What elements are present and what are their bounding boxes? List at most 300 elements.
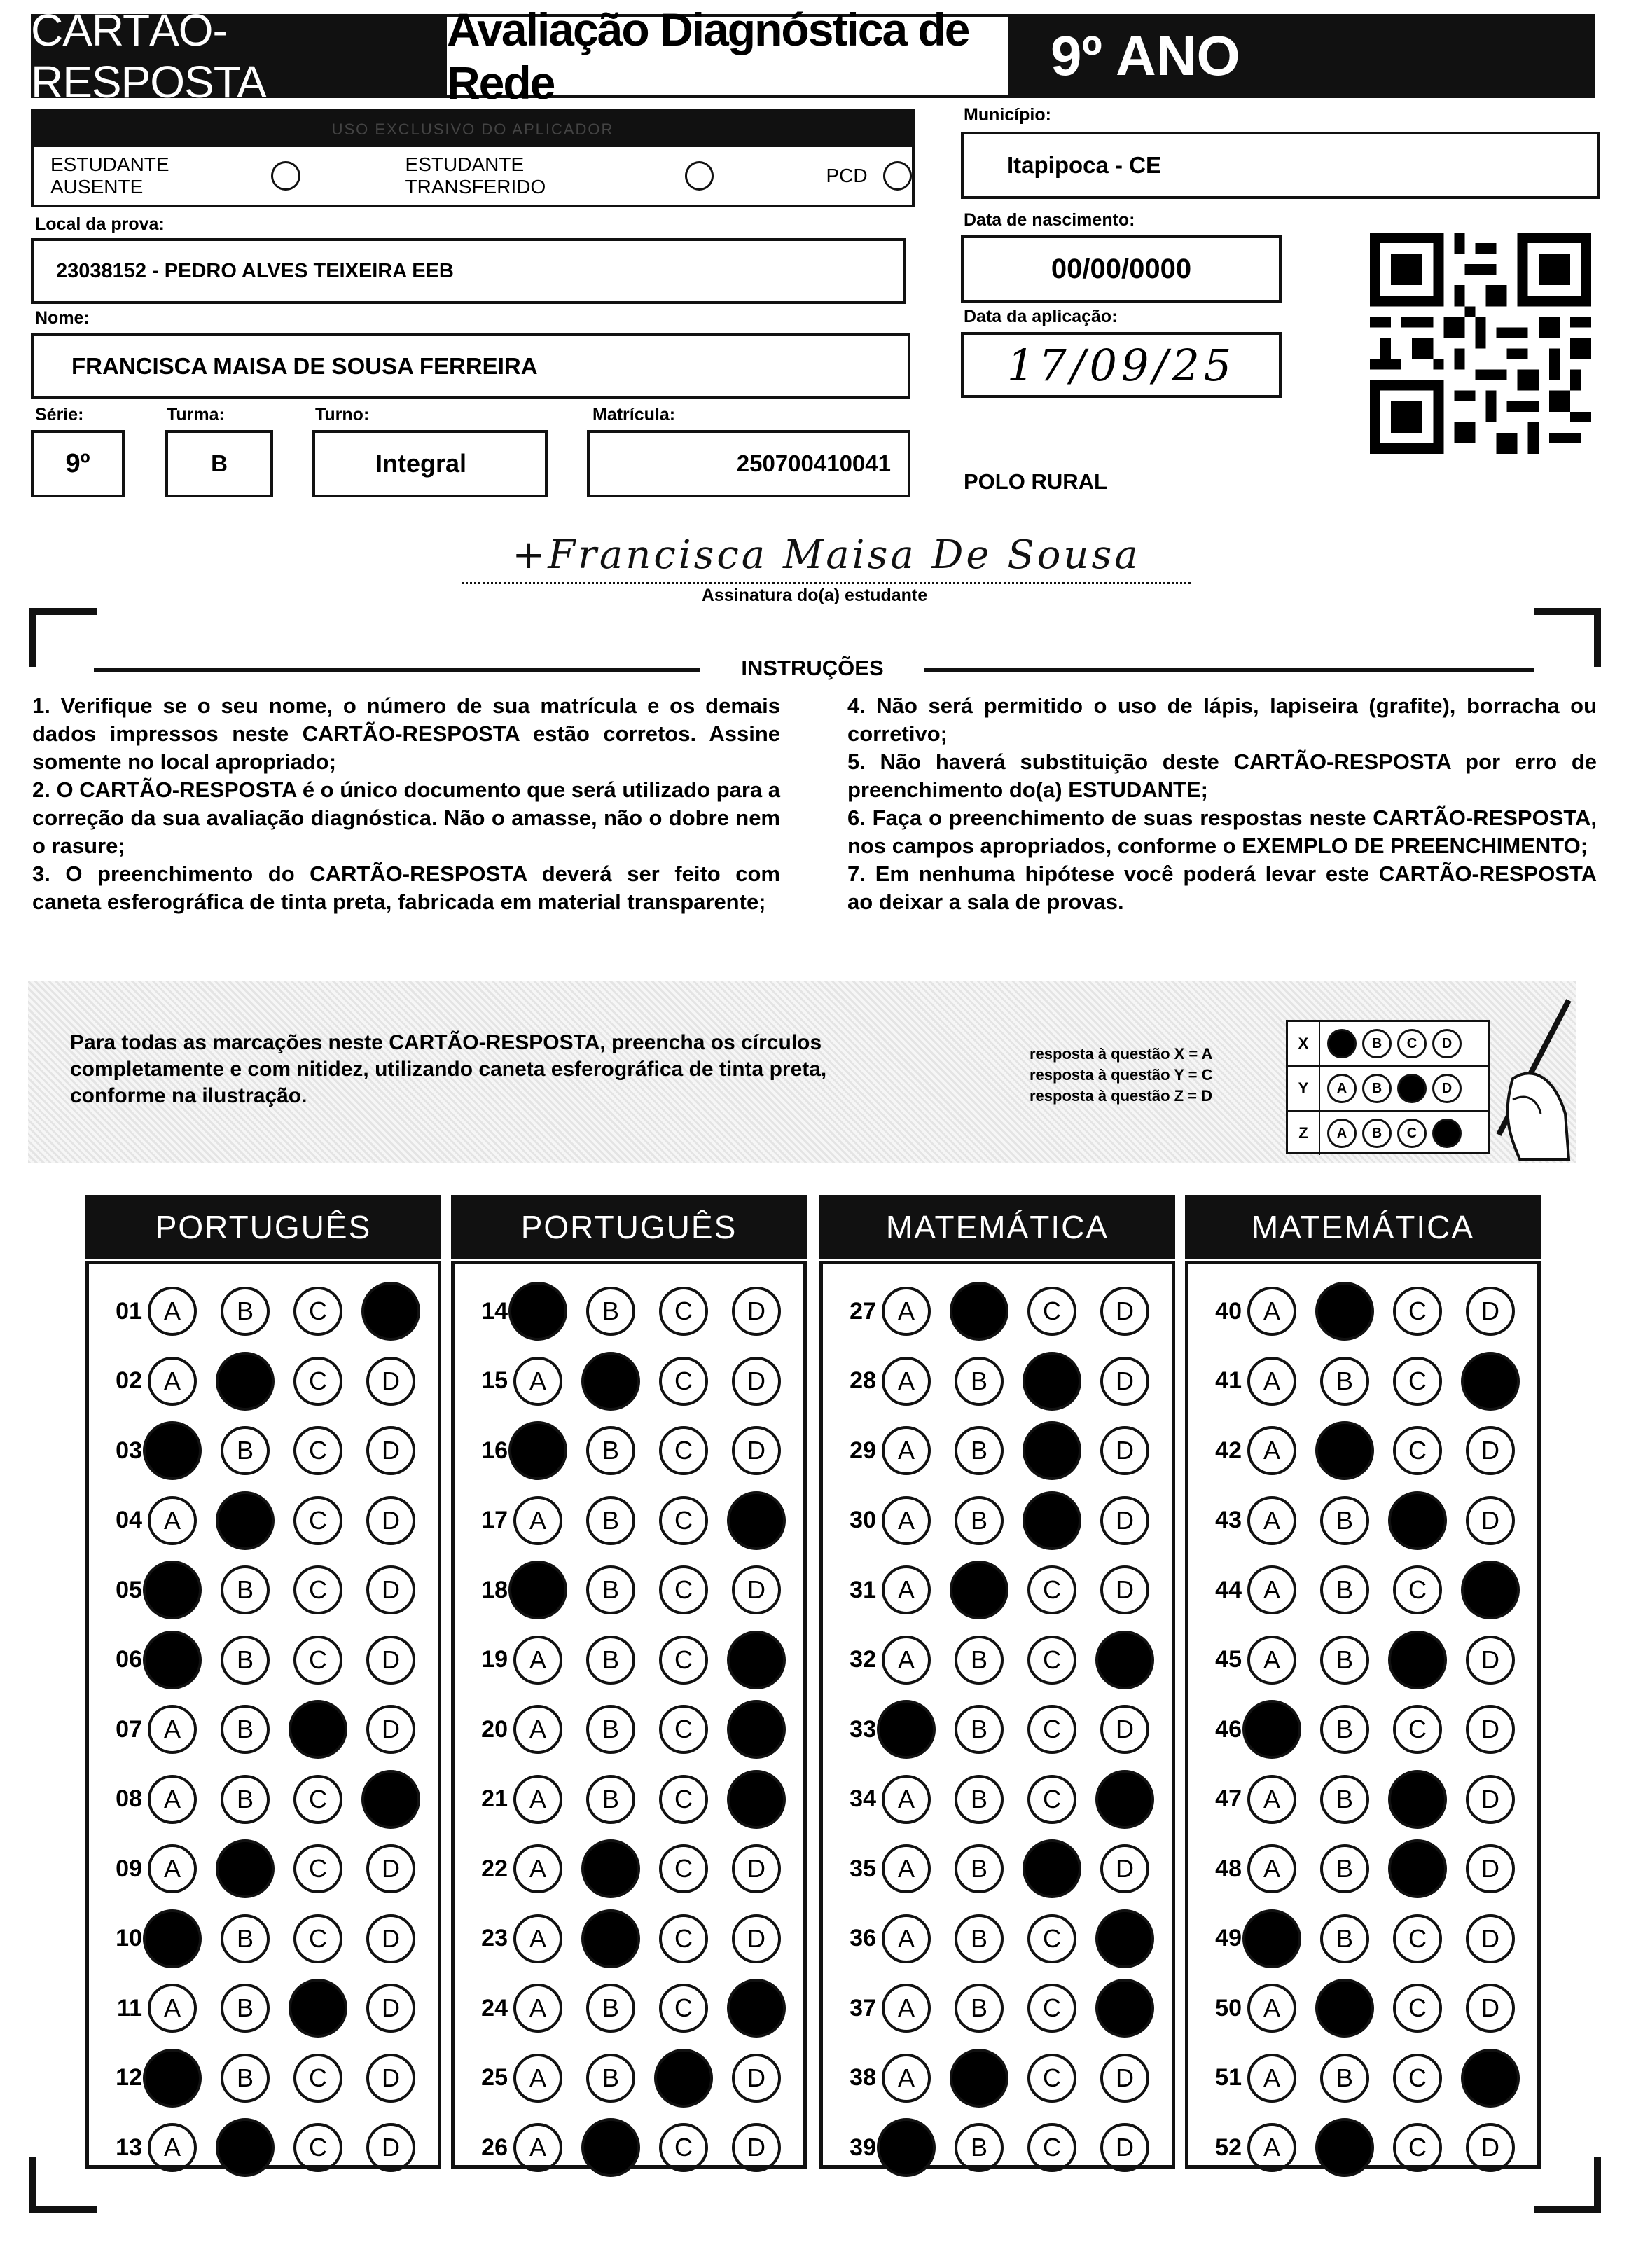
grade-title: 9º ANO [1011,14,1595,98]
answer-bubble-b[interactable]: B [586,1984,635,2033]
answer-bubble-c[interactable]: C [659,2123,708,2172]
answer-bubble-b[interactable] [950,2049,1008,2108]
question-number: 52 [1215,2134,1242,2161]
question-number: 15 [481,1367,508,1394]
question-number: 50 [1215,1994,1242,2021]
example-bubble-b: B [1362,1029,1392,1058]
answer-bubble-b[interactable]: B [955,1357,1004,1406]
answer-bubble-a[interactable]: A [882,1357,931,1406]
answer-bubble-c[interactable]: C [659,1357,708,1406]
answer-bubble-d[interactable]: D [732,1287,781,1336]
question-number: 22 [481,1855,508,1882]
answer-bubble-b[interactable] [216,1352,275,1411]
answer-bubble-b[interactable]: B [955,1984,1004,2033]
answer-bubble-c[interactable]: C [1027,1565,1076,1614]
question-row [455,1695,805,1764]
card-title: CARTÃO-RESPOSTA [31,14,444,98]
example-bubble-a [1327,1029,1357,1058]
instruction-item: 2. O CARTÃO-RESPOSTA é o único documento que será utilizado para a correção da sua avaliação diagnóstica. Não o amasse, não o dobre nem o rasure; [32,777,780,858]
answer-bubble-a[interactable]: A [513,1914,562,1963]
answer-bubble-d[interactable]: D [1100,1705,1149,1754]
pcd-checkbox[interactable] [883,161,912,191]
question-number: 33 [850,1715,876,1743]
question-row [455,1347,805,1416]
answer-bubble-d[interactable] [727,1700,786,1759]
answer-bubble-c[interactable]: C [1027,1705,1076,1754]
answer-bubble-d[interactable]: D [1466,1287,1515,1336]
question-number: 31 [850,1576,876,1603]
answer-bubble-a[interactable] [143,1561,202,1619]
answer-bubble-c[interactable]: C [1393,1705,1442,1754]
answer-bubble-c[interactable] [289,1979,347,2038]
answer-bubble-a[interactable]: A [1247,1287,1296,1336]
answer-bubble-d[interactable] [1461,2049,1520,2108]
answer-bubble-d[interactable]: D [366,2123,415,2172]
birthdate-field: 00/00/0000 [961,235,1282,303]
question-row [823,2113,1173,2182]
answer-bubble-d[interactable]: D [1466,1775,1515,1824]
answer-bubble-d[interactable] [727,1770,786,1829]
answer-bubble-b[interactable]: B [221,1775,270,1824]
answer-bubble-d[interactable]: D [366,1357,415,1406]
answer-bubble-a[interactable]: A [1247,2123,1296,2172]
example-bubble-c [1397,1074,1427,1103]
answer-bubble-c[interactable] [1023,1352,1081,1411]
instructions-divider-left [94,668,700,672]
answer-bubble-d[interactable]: D [1100,1844,1149,1893]
answer-bubble-b[interactable] [950,1561,1008,1619]
answer-bubble-a[interactable] [508,1282,567,1341]
answer-bubble-a[interactable] [143,1421,202,1480]
answer-bubble-c[interactable]: C [659,1984,708,2033]
answer-bubble-c[interactable]: C [659,1914,708,1963]
answer-bubble-a[interactable] [1242,1909,1301,1968]
answer-bubble-b[interactable]: B [1320,1636,1369,1685]
answer-bubble-b[interactable] [1315,1979,1374,2038]
answer-bubble-c[interactable]: C [659,1565,708,1614]
answer-bubble-a[interactable]: A [1247,2054,1296,2103]
answer-bubble-d[interactable] [727,1979,786,2038]
answer-bubble-b[interactable]: B [955,1426,1004,1475]
answer-bubble-b[interactable]: B [955,2123,1004,2172]
answer-bubble-b[interactable]: B [586,1496,635,1545]
question-row [89,1486,439,1555]
answer-bubble-c[interactable]: C [293,1636,342,1685]
answer-bubble-b[interactable]: B [221,1636,270,1685]
local-field: 23038152 - PEDRO ALVES TEIXEIRA EEB [31,238,906,304]
question-number: 23 [481,1925,508,1951]
answer-bubble-d[interactable]: D [366,1705,415,1754]
answer-bubble-c[interactable] [1023,1491,1081,1550]
answer-bubble-c[interactable] [654,2049,713,2108]
answer-bubble-d[interactable]: D [732,2123,781,2172]
answer-bubble-d[interactable]: D [732,2054,781,2103]
answer-bubble-d[interactable] [1461,1561,1520,1619]
transferred-checkbox[interactable] [685,161,714,191]
question-number: 13 [116,2134,142,2161]
answer-bubble-a[interactable]: A [513,1357,562,1406]
answer-bubble-a[interactable]: A [1247,1775,1296,1824]
answer-bubble-a[interactable]: A [513,1705,562,1754]
answer-bubble-a[interactable]: A [1247,1636,1296,1685]
answer-bubble-c[interactable]: C [293,1844,342,1893]
answer-bubble-a[interactable]: A [882,1565,931,1614]
answer-bubble-a[interactable] [508,1421,567,1480]
answer-bubble-c[interactable]: C [293,1426,342,1475]
answer-bubble-d[interactable] [1095,1631,1154,1689]
answer-bubble-d[interactable]: D [732,1357,781,1406]
answer-bubble-d[interactable]: D [1100,1287,1149,1336]
question-row [89,1974,439,2042]
question-number: 38 [850,2064,876,2091]
example-bubble-c: C [1397,1119,1427,1148]
answer-bubble-c[interactable]: C [659,1496,708,1545]
answer-bubble-d[interactable]: D [366,1914,415,1963]
answer-bubble-a[interactable]: A [882,1984,931,2033]
question-row [1188,2044,1539,2113]
question-number: 42 [1215,1437,1242,1464]
answer-bubble-c[interactable]: C [659,1426,708,1475]
answer-column [451,1261,807,2169]
answer-bubble-b[interactable]: B [955,1914,1004,1963]
answer-bubble-d[interactable]: D [732,1844,781,1893]
answer-bubble-c[interactable]: C [659,1705,708,1754]
question-row [823,1974,1173,2042]
answer-bubble-d[interactable]: D [1466,1914,1515,1963]
question-number: 06 [116,1646,142,1673]
answer-bubble-a[interactable] [877,2118,936,2177]
answer-bubble-b[interactable]: B [1320,1705,1369,1754]
answer-bubble-d[interactable] [1095,1770,1154,1829]
example-legend-line: resposta à questão Y = C [1030,1066,1213,1084]
answer-bubble-b[interactable]: B [586,1636,635,1685]
answer-bubble-d[interactable]: D [366,1844,415,1893]
answer-bubble-a[interactable] [508,1561,567,1619]
answer-bubble-c[interactable]: C [1027,1636,1076,1685]
answer-bubble-d[interactable]: D [732,1565,781,1614]
answer-bubble-c[interactable]: C [293,1287,342,1336]
answer-bubble-d[interactable]: D [1100,1426,1149,1475]
question-number: 05 [116,1576,142,1603]
question-number: 20 [481,1715,508,1743]
question-row [823,1486,1173,1555]
answer-bubble-a[interactable]: A [513,2054,562,2103]
question-row [1188,1277,1539,1346]
answer-column [85,1261,441,2169]
answer-bubble-b[interactable]: B [955,1775,1004,1824]
turma-field: B [165,430,273,497]
answer-bubble-c[interactable] [1388,1770,1447,1829]
question-number: 18 [481,1576,508,1603]
answer-bubble-c[interactable]: C [293,1357,342,1406]
answer-bubble-c[interactable]: C [293,2054,342,2103]
answer-bubble-b[interactable]: B [586,1426,635,1475]
answer-bubble-d[interactable] [361,1770,420,1829]
answer-bubble-d[interactable]: D [1466,1636,1515,1685]
answer-bubble-b[interactable]: B [1320,1775,1369,1824]
question-number: 12 [116,2064,142,2091]
answer-bubble-b[interactable]: B [221,1705,270,1754]
answer-bubble-b[interactable] [1315,2118,1374,2177]
answer-bubble-a[interactable]: A [1247,1426,1296,1475]
answer-bubble-b[interactable] [581,1352,640,1411]
answer-bubble-b[interactable]: B [221,2054,270,2103]
answer-bubble-a[interactable]: A [882,1636,931,1685]
answer-bubble-b[interactable]: B [221,1565,270,1614]
answer-bubble-b[interactable] [581,2118,640,2177]
answer-bubble-a[interactable]: A [513,1984,562,2033]
birthdate-label: Data de nascimento: [964,210,1135,230]
signature-label: Assinatura do(a) estudante [701,586,928,605]
subject-header: PORTUGUÊS [451,1195,807,1259]
answer-bubble-d[interactable]: D [1100,1496,1149,1545]
question-row [89,1556,439,1624]
answer-bubble-c[interactable]: C [1027,1287,1076,1336]
answer-bubble-b[interactable] [216,1839,275,1898]
answer-bubble-c[interactable]: C [659,1636,708,1685]
answer-bubble-b[interactable] [1315,1282,1374,1341]
answer-bubble-c[interactable] [1388,1631,1447,1689]
question-number: 24 [481,1994,508,2021]
answer-bubble-c[interactable]: C [293,1496,342,1545]
answer-bubble-a[interactable] [143,1631,202,1689]
turma-label: Turma: [167,405,225,424]
answer-bubble-a[interactable]: A [1247,1496,1296,1545]
question-row [455,2113,805,2182]
turno-label: Turno: [315,405,370,424]
answer-bubble-a[interactable]: A [1247,1357,1296,1406]
corner-mark-bottom-right [1534,2157,1601,2213]
question-row [455,1556,805,1624]
question-row [823,2044,1173,2113]
question-number: 02 [116,1367,142,1394]
answer-bubble-a[interactable]: A [882,1496,931,1545]
question-row [89,2044,439,2113]
answer-bubble-c[interactable]: C [1027,1984,1076,2033]
answer-bubble-b[interactable]: B [955,1636,1004,1685]
turno-field: Integral [312,430,548,497]
answer-bubble-b[interactable] [216,1491,275,1550]
answer-bubble-a[interactable]: A [882,1426,931,1475]
answer-bubble-a[interactable]: A [148,2123,197,2172]
answer-bubble-a[interactable]: A [513,2123,562,2172]
answer-bubble-b[interactable]: B [1320,1565,1369,1614]
answer-bubble-a[interactable]: A [882,2054,931,2103]
answer-bubble-a[interactable]: A [148,1775,197,1824]
answer-bubble-b[interactable]: B [221,1984,270,2033]
question-row [89,1416,439,1485]
answer-bubble-b[interactable]: B [586,1705,635,1754]
answer-bubble-d[interactable]: D [366,1984,415,2033]
answer-bubble-b[interactable]: B [1320,2054,1369,2103]
answer-bubble-d[interactable] [1095,1979,1154,2038]
answer-bubble-d[interactable]: D [366,1636,415,1685]
question-number: 29 [850,1437,876,1464]
answer-bubble-b[interactable]: B [1320,1496,1369,1545]
question-number: 40 [1215,1297,1242,1325]
answer-bubble-d[interactable]: D [1466,1496,1515,1545]
answer-bubble-a[interactable]: A [148,1287,197,1336]
answer-bubble-a[interactable]: A [513,1775,562,1824]
answer-bubble-c[interactable]: C [1393,1426,1442,1475]
example-legend-line: resposta à questão X = A [1030,1045,1213,1063]
question-number: 37 [850,1994,876,2021]
answer-bubble-b[interactable] [1315,1421,1374,1480]
answer-bubble-d[interactable]: D [1466,2123,1515,2172]
answer-bubble-c[interactable]: C [1393,1287,1442,1336]
answer-bubble-a[interactable]: A [513,1636,562,1685]
answer-bubble-a[interactable]: A [882,1775,931,1824]
answer-bubble-b[interactable]: B [955,1496,1004,1545]
answer-bubble-d[interactable]: D [1100,2123,1149,2172]
application-date-field: 17/09/25 [961,332,1282,398]
answer-bubble-d[interactable]: D [1466,1705,1515,1754]
answer-bubble-d[interactable]: D [366,1565,415,1614]
answer-bubble-d[interactable]: D [1466,1426,1515,1475]
answer-bubble-c[interactable]: C [659,1287,708,1336]
example-row-label: Y [1288,1067,1320,1110]
answer-bubble-d[interactable] [727,1491,786,1550]
answer-bubble-a[interactable]: A [148,1844,197,1893]
subject-header: MATEMÁTICA [1185,1195,1541,1259]
answer-bubble-b[interactable]: B [221,1914,270,1963]
question-number: 34 [850,1785,876,1812]
answer-bubble-b[interactable]: B [586,1775,635,1824]
municipio-label: Município: [964,105,1051,125]
answer-bubble-d[interactable]: D [1100,1357,1149,1406]
question-row [823,1347,1173,1416]
answer-bubble-a[interactable]: A [148,1984,197,2033]
answer-bubble-b[interactable]: B [586,1287,635,1336]
example-grid [1286,1020,1490,1154]
answer-bubble-b[interactable]: B [221,1426,270,1475]
answer-bubble-c[interactable]: C [1393,2123,1442,2172]
answer-bubble-b[interactable]: B [1320,1357,1369,1406]
matricula-field: 250700410041 [587,430,910,497]
answer-bubble-d[interactable]: D [1466,1844,1515,1893]
answer-bubble-d[interactable]: D [1466,1984,1515,2033]
instructions-left [32,692,780,916]
absent-checkbox[interactable] [271,161,300,191]
question-number: 51 [1215,2064,1242,2091]
example-bubble-d: D [1432,1074,1462,1103]
answer-bubble-d[interactable]: D [366,1496,415,1545]
answer-bubble-c[interactable] [289,1700,347,1759]
answer-bubble-c[interactable]: C [1393,1914,1442,1963]
answer-bubble-c[interactable]: C [659,1844,708,1893]
example-bubble-d: D [1432,1029,1462,1058]
answer-bubble-b[interactable]: B [1320,1914,1369,1963]
answer-bubble-c[interactable]: C [293,1914,342,1963]
answer-bubble-b[interactable]: B [586,2054,635,2103]
question-row [455,1416,805,1485]
question-number: 01 [116,1297,142,1325]
answer-bubble-d[interactable]: D [366,1426,415,1475]
answer-bubble-a[interactable]: A [148,1496,197,1545]
answer-bubble-c[interactable]: C [293,2123,342,2172]
answer-bubble-c[interactable]: C [1393,1984,1442,2033]
answer-bubble-a[interactable]: A [148,1705,197,1754]
answer-bubble-c[interactable]: C [293,1775,342,1824]
answer-bubble-b[interactable] [581,1839,640,1898]
corner-mark-top-right [1534,608,1601,667]
answer-bubble-c[interactable]: C [1027,2123,1076,2172]
question-number: 27 [850,1297,876,1325]
answer-bubble-a[interactable]: A [148,1357,197,1406]
question-row [455,1974,805,2042]
question-number: 21 [481,1785,508,1812]
answer-bubble-c[interactable]: C [1027,2054,1076,2103]
question-number: 49 [1215,1925,1242,1951]
answer-bubble-c[interactable]: C [1027,1914,1076,1963]
answer-bubble-b[interactable] [950,1282,1008,1341]
answer-bubble-b[interactable]: B [955,1705,1004,1754]
answer-bubble-a[interactable] [877,1700,936,1759]
answer-bubble-c[interactable] [1388,1839,1447,1898]
answer-bubble-c[interactable]: C [659,1775,708,1824]
municipio-field: Itapipoca - CE [961,132,1600,199]
question-number: 04 [116,1507,142,1533]
question-row [1188,1486,1539,1555]
answer-bubble-c[interactable]: C [1027,1775,1076,1824]
serie-label: Série: [35,405,84,424]
signature: +Francisca Maisa De Sousa [462,532,1191,584]
answer-bubble-c[interactable]: C [293,1565,342,1614]
answer-bubble-d[interactable]: D [1100,2054,1149,2103]
answer-bubble-d[interactable] [1095,1909,1154,1968]
answer-bubble-d[interactable]: D [1100,1565,1149,1614]
answer-bubble-c[interactable] [1388,1491,1447,1550]
answer-bubble-c[interactable] [1023,1421,1081,1480]
instruction-item: 5. Não haverá substituição deste CARTÃO-RESPOSTA por erro de preenchimento do(a) ESTUDANTE; [847,749,1597,802]
answer-bubble-a[interactable]: A [513,1496,562,1545]
answer-bubble-a[interactable]: A [882,1287,931,1336]
answer-bubble-b[interactable]: B [586,1565,635,1614]
answer-bubble-a[interactable]: A [1247,1984,1296,2033]
answer-bubble-c[interactable]: C [1393,1565,1442,1614]
answer-bubble-a[interactable] [143,2049,202,2108]
corner-mark-top-left [29,608,97,667]
answer-bubble-c[interactable]: C [1393,1357,1442,1406]
answer-bubble-b[interactable] [581,1909,640,1968]
answer-bubble-a[interactable]: A [882,1914,931,1963]
question-row [455,2044,805,2113]
example-row-label: Z [1288,1112,1320,1155]
answer-bubble-c[interactable]: C [1393,2054,1442,2103]
answer-bubble-b[interactable] [216,2118,275,2177]
answer-bubble-d[interactable] [727,1631,786,1689]
answer-bubble-b[interactable]: B [221,1287,270,1336]
answer-bubble-d[interactable]: D [732,1914,781,1963]
answer-bubble-d[interactable] [361,1282,420,1341]
answer-bubble-a[interactable]: A [1247,1565,1296,1614]
answer-bubble-a[interactable]: A [513,1844,562,1893]
answer-bubble-a[interactable]: A [882,1844,931,1893]
answer-bubble-a[interactable] [1242,1700,1301,1759]
answer-bubble-d[interactable]: D [732,1426,781,1475]
question-number: 48 [1215,1855,1242,1882]
answer-bubble-c[interactable] [1023,1839,1081,1898]
answer-bubble-b[interactable]: B [1320,1844,1369,1893]
answer-bubble-a[interactable]: A [1247,1844,1296,1893]
instruction-item: 4. Não será permitido o uso de lápis, lapiseira (grafite), borracha ou corretivo; [847,693,1597,746]
instruction-item: 3. O preenchimento do CARTÃO-RESPOSTA deverá ser feito com caneta esferográfica de tinta preta, fabricada em material transparente; [32,862,780,914]
answer-bubble-d[interactable] [1461,1352,1520,1411]
question-row [89,1277,439,1346]
answer-bubble-d[interactable]: D [366,2054,415,2103]
answer-bubble-b[interactable]: B [955,1844,1004,1893]
answer-bubble-a[interactable] [143,1909,202,1968]
